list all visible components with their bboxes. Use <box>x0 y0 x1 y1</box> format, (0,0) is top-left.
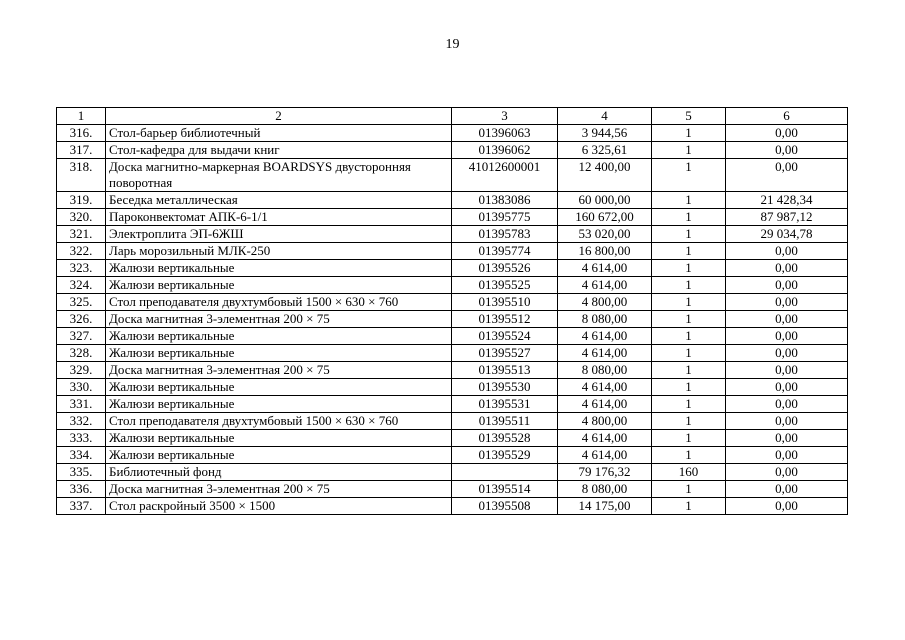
table-row <box>57 226 848 243</box>
table-row <box>57 447 848 464</box>
row-number: 335. <box>57 464 106 481</box>
column-header: 6 <box>726 108 848 125</box>
residual-value: 0,00 <box>726 311 848 328</box>
table-row <box>57 362 848 379</box>
row-number: 317. <box>57 142 106 159</box>
table-row <box>57 413 848 430</box>
row-number: 322. <box>57 243 106 260</box>
item-cost: 4 614,00 <box>558 447 652 464</box>
item-quantity: 1 <box>652 243 726 260</box>
page-number: 19 <box>445 37 460 52</box>
inventory-code: 01395525 <box>452 277 558 294</box>
inventory-code: 01395529 <box>452 447 558 464</box>
residual-value: 0,00 <box>726 125 848 142</box>
residual-value: 0,00 <box>726 159 848 192</box>
inventory-code: 01395514 <box>452 481 558 498</box>
row-number: 320. <box>57 209 106 226</box>
row-number: 318. <box>57 159 106 192</box>
residual-value: 0,00 <box>726 413 848 430</box>
inventory-code: 01395508 <box>452 498 558 515</box>
item-name: Жалюзи вертикальные <box>106 260 452 277</box>
item-name: Стол преподавателя двухтумбовый 1500 × 630 × 760 <box>106 294 452 311</box>
residual-value: 0,00 <box>726 481 848 498</box>
inventory-code: 01395524 <box>452 328 558 345</box>
inventory-code <box>452 464 558 481</box>
item-name: Жалюзи вертикальные <box>106 447 452 464</box>
table-row <box>57 192 848 209</box>
column-header: 2 <box>106 108 452 125</box>
item-cost: 4 614,00 <box>558 277 652 294</box>
column-header: 3 <box>452 108 558 125</box>
item-name: Жалюзи вертикальные <box>106 396 452 413</box>
row-number: 325. <box>57 294 106 311</box>
table-row <box>57 294 848 311</box>
inventory-code: 01395526 <box>452 260 558 277</box>
row-number: 328. <box>57 345 106 362</box>
table-row <box>57 142 848 159</box>
residual-value: 29 034,78 <box>726 226 848 243</box>
item-quantity: 1 <box>652 481 726 498</box>
item-cost: 53 020,00 <box>558 226 652 243</box>
item-name: Стол раскройный 3500 × 1500 <box>106 498 452 515</box>
table-row <box>57 396 848 413</box>
column-header: 4 <box>558 108 652 125</box>
item-quantity: 1 <box>652 498 726 515</box>
item-quantity: 1 <box>652 379 726 396</box>
table-row <box>57 125 848 142</box>
item-cost: 79 176,32 <box>558 464 652 481</box>
table-row <box>57 345 848 362</box>
item-cost: 8 080,00 <box>558 481 652 498</box>
residual-value: 0,00 <box>726 396 848 413</box>
item-name: Стол преподавателя двухтумбовый 1500 × 630 × 760 <box>106 413 452 430</box>
item-name: Стол-кафедра для выдачи книг <box>106 142 452 159</box>
item-name: Библиотечный фонд <box>106 464 452 481</box>
row-number: 323. <box>57 260 106 277</box>
item-cost: 4 800,00 <box>558 294 652 311</box>
inventory-code: 01395513 <box>452 362 558 379</box>
inventory-code: 01396063 <box>452 125 558 142</box>
item-name: Электроплита ЭП-6ЖШ <box>106 226 452 243</box>
item-cost: 4 614,00 <box>558 328 652 345</box>
inventory-code: 01395512 <box>452 311 558 328</box>
residual-value: 0,00 <box>726 142 848 159</box>
table-row <box>57 277 848 294</box>
row-number: 334. <box>57 447 106 464</box>
row-number: 329. <box>57 362 106 379</box>
item-name: Доска магнитная 3-элементная 200 × 75 <box>106 481 452 498</box>
item-cost: 14 175,00 <box>558 498 652 515</box>
item-quantity: 1 <box>652 345 726 362</box>
item-quantity: 1 <box>652 142 726 159</box>
inventory-code: 01395511 <box>452 413 558 430</box>
inventory-code: 01395510 <box>452 294 558 311</box>
inventory-code: 41012600001 <box>452 159 558 192</box>
item-cost: 4 614,00 <box>558 396 652 413</box>
residual-value: 0,00 <box>726 277 848 294</box>
item-name: Жалюзи вертикальные <box>106 430 452 447</box>
item-quantity: 1 <box>652 362 726 379</box>
item-name: Доска магнитная 3-элементная 200 × 75 <box>106 311 452 328</box>
row-number: 333. <box>57 430 106 447</box>
row-number: 337. <box>57 498 106 515</box>
residual-value: 0,00 <box>726 362 848 379</box>
table-row <box>57 379 848 396</box>
row-number: 321. <box>57 226 106 243</box>
item-cost: 4 614,00 <box>558 379 652 396</box>
table-row <box>57 464 848 481</box>
inventory-code: 01395530 <box>452 379 558 396</box>
row-number: 331. <box>57 396 106 413</box>
row-number: 326. <box>57 311 106 328</box>
item-name: Жалюзи вертикальные <box>106 277 452 294</box>
residual-value: 0,00 <box>726 243 848 260</box>
residual-value: 0,00 <box>726 447 848 464</box>
item-name: Жалюзи вертикальные <box>106 328 452 345</box>
item-quantity: 1 <box>652 125 726 142</box>
item-cost: 160 672,00 <box>558 209 652 226</box>
residual-value: 0,00 <box>726 464 848 481</box>
item-cost: 16 800,00 <box>558 243 652 260</box>
row-number: 332. <box>57 413 106 430</box>
item-name: Пароконвектомат АПК-6-1/1 <box>106 209 452 226</box>
item-quantity: 1 <box>652 294 726 311</box>
table-row <box>57 498 848 515</box>
row-number: 324. <box>57 277 106 294</box>
residual-value: 0,00 <box>726 345 848 362</box>
table-row <box>57 311 848 328</box>
column-header: 1 <box>57 108 106 125</box>
item-quantity: 1 <box>652 277 726 294</box>
residual-value: 21 428,34 <box>726 192 848 209</box>
item-cost: 3 944,56 <box>558 125 652 142</box>
residual-value: 0,00 <box>726 328 848 345</box>
item-quantity: 1 <box>652 192 726 209</box>
item-name: Жалюзи вертикальные <box>106 345 452 362</box>
item-quantity: 1 <box>652 447 726 464</box>
inventory-code: 01395528 <box>452 430 558 447</box>
inventory-code: 01395527 <box>452 345 558 362</box>
item-cost: 8 080,00 <box>558 362 652 379</box>
item-quantity: 1 <box>652 396 726 413</box>
residual-value: 0,00 <box>726 430 848 447</box>
row-number: 316. <box>57 125 106 142</box>
residual-value: 0,00 <box>726 260 848 277</box>
item-cost: 8 080,00 <box>558 311 652 328</box>
item-cost: 12 400,00 <box>558 159 652 192</box>
item-quantity: 1 <box>652 260 726 277</box>
item-name: Жалюзи вертикальные <box>106 379 452 396</box>
row-number: 327. <box>57 328 106 345</box>
table-row <box>57 260 848 277</box>
table-body <box>57 125 848 515</box>
item-quantity: 1 <box>652 311 726 328</box>
item-quantity: 1 <box>652 328 726 345</box>
table-row <box>57 328 848 345</box>
item-name: Беседка металлическая <box>106 192 452 209</box>
item-quantity: 160 <box>652 464 726 481</box>
item-name: Доска магнитная 3-элементная 200 × 75 <box>106 362 452 379</box>
table-row <box>57 430 848 447</box>
item-quantity: 1 <box>652 159 726 192</box>
table-row <box>57 209 848 226</box>
item-cost: 4 614,00 <box>558 430 652 447</box>
inventory-code: 01395775 <box>452 209 558 226</box>
residual-value: 87 987,12 <box>726 209 848 226</box>
header-row <box>57 108 848 125</box>
item-name: Стол-барьер библиотечный <box>106 125 452 142</box>
residual-value: 0,00 <box>726 294 848 311</box>
inventory-code: 01383086 <box>452 192 558 209</box>
inventory-code: 01395783 <box>452 226 558 243</box>
inventory-code: 01396062 <box>452 142 558 159</box>
residual-value: 0,00 <box>726 498 848 515</box>
table-row <box>57 243 848 260</box>
item-name: Ларь морозильный МЛК-250 <box>106 243 452 260</box>
item-cost: 6 325,61 <box>558 142 652 159</box>
item-quantity: 1 <box>652 430 726 447</box>
table-row <box>57 481 848 498</box>
row-number: 319. <box>57 192 106 209</box>
table-row <box>57 159 848 192</box>
item-cost: 60 000,00 <box>558 192 652 209</box>
row-number: 330. <box>57 379 106 396</box>
inventory-code: 01395774 <box>452 243 558 260</box>
item-cost: 4 614,00 <box>558 260 652 277</box>
item-quantity: 1 <box>652 226 726 243</box>
column-header: 5 <box>652 108 726 125</box>
item-quantity: 1 <box>652 413 726 430</box>
inventory-code: 01395531 <box>452 396 558 413</box>
item-cost: 4 614,00 <box>558 345 652 362</box>
item-quantity: 1 <box>652 209 726 226</box>
row-number: 336. <box>57 481 106 498</box>
item-cost: 4 800,00 <box>558 413 652 430</box>
inventory-table <box>56 107 848 515</box>
item-name: Доска магнитно-маркерная BOARDSYS двусторонняя поворотная <box>106 159 452 192</box>
residual-value: 0,00 <box>726 379 848 396</box>
